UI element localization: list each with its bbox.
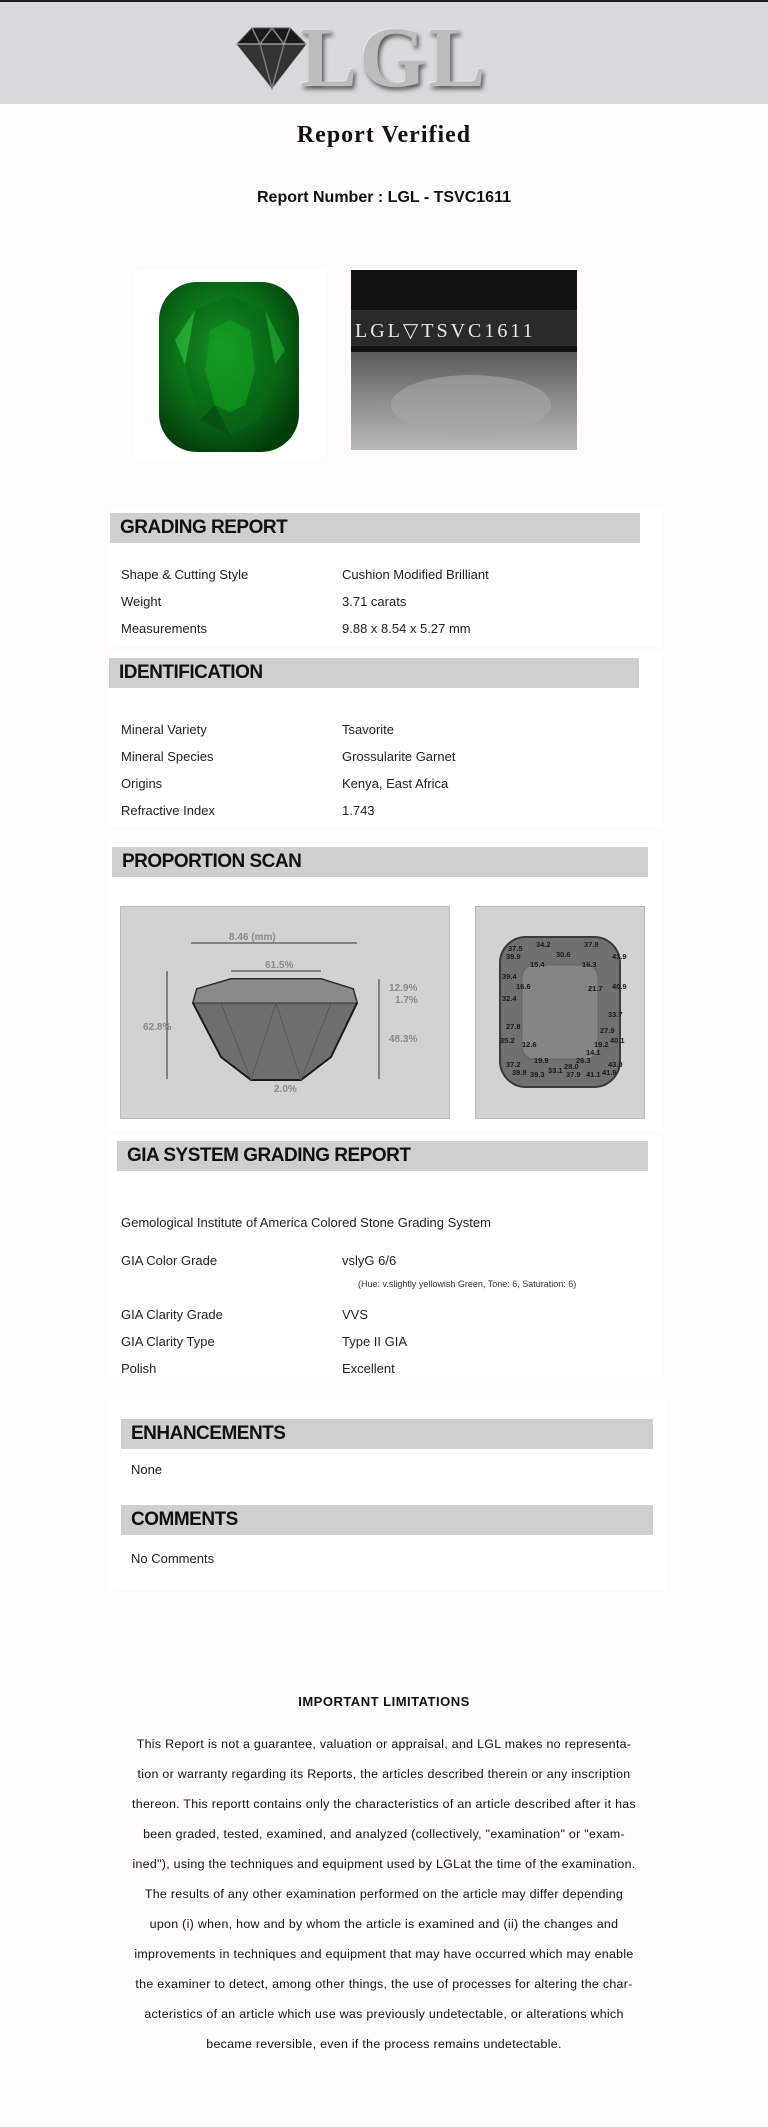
top-scan-value: 16.3 xyxy=(582,960,597,969)
top-scan-value: 32.4 xyxy=(502,994,517,1003)
pavilion-label: 48.3% xyxy=(389,1034,418,1045)
grading-header xyxy=(110,513,640,543)
logo-text: LGL xyxy=(300,9,488,105)
depth-label: 62.8% xyxy=(143,1022,172,1033)
limitations-line: thereon. This reportt contains only the characteristics of an article described after it has xyxy=(132,1797,636,1811)
top-scan-value: 33.1 xyxy=(548,1066,563,1075)
top-view-scan xyxy=(475,906,645,1119)
gem-photo xyxy=(135,270,325,460)
top-scan-value: 39.3 xyxy=(530,1070,545,1079)
top-scan-value: 26.3 xyxy=(576,1056,591,1065)
limitations-line: The results of any other examination performed on the article may differ depending xyxy=(144,1887,624,1901)
top-scan-value: 41.1 xyxy=(586,1070,601,1079)
top-scan-value: 28.0 xyxy=(564,1062,579,1071)
top-scan-value: 27.8 xyxy=(506,1022,521,1031)
top-scan-value: 43.0 xyxy=(608,1060,623,1069)
variety-label: Mineral Variety xyxy=(121,722,207,737)
comments-value: No Comments xyxy=(131,1551,215,1566)
gia-heading: GIA SYSTEM GRADING REPORT xyxy=(127,1145,411,1166)
top-scan-value: 41.9 xyxy=(612,952,627,961)
gia-header xyxy=(117,1141,648,1171)
variety-value: Tsavorite xyxy=(342,722,395,737)
shape-value: Cushion Modified Brilliant xyxy=(342,567,489,582)
polish-label: Polish xyxy=(121,1361,157,1376)
comments-header xyxy=(121,1505,653,1535)
top-scan-value: 15.4 xyxy=(530,960,545,969)
page-title: Report Verified xyxy=(296,122,472,148)
limitations-line: This Report is not a guarantee, valuation or appraisal, and LGL makes no representa- xyxy=(136,1737,632,1751)
top-scan-value: 39.4 xyxy=(502,972,517,981)
limitations-line: the examiner to detect, among other things, the use of processes for altering the char- xyxy=(135,1977,633,1991)
top-scan-value: 19.2 xyxy=(594,1040,609,1049)
ri-value: 1.743 xyxy=(342,803,375,818)
top-scan-value: 21.7 xyxy=(588,984,603,993)
identification-heading: IDENTIFICATION xyxy=(119,662,263,683)
limitations-line: improvements in techniques and equipment that may have occurred which may enable xyxy=(134,1947,634,1961)
top-scan-value: 39.8 xyxy=(512,1068,527,1077)
proportion-header xyxy=(112,847,648,877)
top-scan-value: 35.2 xyxy=(500,1036,515,1045)
side-profile-scan xyxy=(120,906,450,1119)
color-grade-note: (Hue: v.slightly yellowish Green, Tone: 6, Saturation: 6) xyxy=(358,1279,577,1289)
limitations-title: IMPORTANT LIMITATIONS xyxy=(298,1694,470,1709)
top-scan-value: 40.9 xyxy=(612,982,627,991)
shape-label: Shape & Cutting Style xyxy=(121,567,249,582)
girdle-label: 1.7% xyxy=(395,995,418,1006)
enhancements-value: None xyxy=(131,1462,163,1477)
comments-heading: COMMENTS xyxy=(131,1509,238,1530)
identification-header xyxy=(109,658,639,688)
top-scan-value: 37.9 xyxy=(566,1070,581,1079)
weight-value: 3.71 carats xyxy=(342,594,407,609)
report-number: Report Number : LGL - TSVC1611 xyxy=(257,189,511,206)
clarity-grade-value: VVS xyxy=(342,1307,369,1322)
species-label: Mineral Species xyxy=(121,749,214,764)
clarity-type-value: Type II GIA xyxy=(342,1334,408,1349)
ri-label: Refractive Index xyxy=(121,803,215,818)
limitations-line: became reversible, even if the process remains undetectable. xyxy=(206,2037,562,2051)
top-scan-value: 37.8 xyxy=(584,940,599,949)
limitations-line: been graded, tested, examined, and analyzed (collectively, "examination" or "exam- xyxy=(143,1827,625,1841)
top-scan-value: 39.9 xyxy=(506,952,521,961)
proportion-heading: PROPORTION SCAN xyxy=(122,851,302,872)
crown-label: 12.9% xyxy=(389,983,418,994)
measurements-value: 9.88 x 8.54 x 5.27 mm xyxy=(342,621,471,636)
limitations-line: upon (i) when, how and by whom the article is examined and (ii) the changes and xyxy=(149,1917,619,1931)
color-grade-value: vslyG 6/6 xyxy=(342,1253,397,1268)
origins-value: Kenya, East Africa xyxy=(342,776,449,791)
enhancements-header xyxy=(121,1419,653,1449)
top-scan-value: 27.9 xyxy=(600,1026,615,1035)
top-scan-value: 19.9 xyxy=(534,1056,549,1065)
top-scan-value: 14.1 xyxy=(586,1048,601,1057)
grading-heading: GRADING REPORT xyxy=(120,517,288,538)
clarity-grade-label: GIA Clarity Grade xyxy=(121,1307,223,1322)
limitations-line: acteristics of an article which use was previously undetectable, or alterations which xyxy=(144,2007,624,2021)
lgl-logo[interactable] xyxy=(232,9,492,105)
top-scan-value: 37.5 xyxy=(508,944,523,953)
site-header xyxy=(0,2,768,104)
clarity-type-label: GIA Clarity Type xyxy=(121,1334,215,1349)
top-scan-value: 34.2 xyxy=(536,940,551,949)
inscription-text: LGL▽TSVC1611 xyxy=(355,320,536,342)
limitations-line: tion or warranty regarding its Reports, the articles described therein or any inscription xyxy=(137,1767,631,1781)
top-scan-value: 12.6 xyxy=(522,1040,537,1049)
species-value: Grossularite Garnet xyxy=(342,749,456,764)
top-scan-value: 40.1 xyxy=(610,1036,625,1045)
table-label: 61.5% xyxy=(265,960,294,971)
width-label: 8.46 (mm) xyxy=(229,932,276,943)
top-scan-value: 33.7 xyxy=(608,1010,623,1019)
culet-label: 2.0% xyxy=(274,1084,297,1095)
top-scan-value: 41.9 xyxy=(602,1068,617,1077)
color-grade-label: GIA Color Grade xyxy=(121,1253,218,1268)
enhancements-heading: ENHANCEMENTS xyxy=(131,1423,286,1444)
inscription-photo xyxy=(351,270,577,450)
top-scan-value: 37.2 xyxy=(506,1060,521,1069)
polish-value: Excellent xyxy=(342,1361,395,1376)
top-scan-value: 16.6 xyxy=(516,982,531,991)
origins-label: Origins xyxy=(121,776,163,791)
gia-system-text: Gemological Institute of America Colored Stone Grading System xyxy=(121,1215,491,1230)
weight-label: Weight xyxy=(121,594,162,609)
measurements-label: Measurements xyxy=(121,621,207,636)
limitations-line: ined"), using the techniques and equipment used by LGLat the time of the examination. xyxy=(132,1857,636,1871)
top-scan-value: 30.6 xyxy=(556,950,571,959)
